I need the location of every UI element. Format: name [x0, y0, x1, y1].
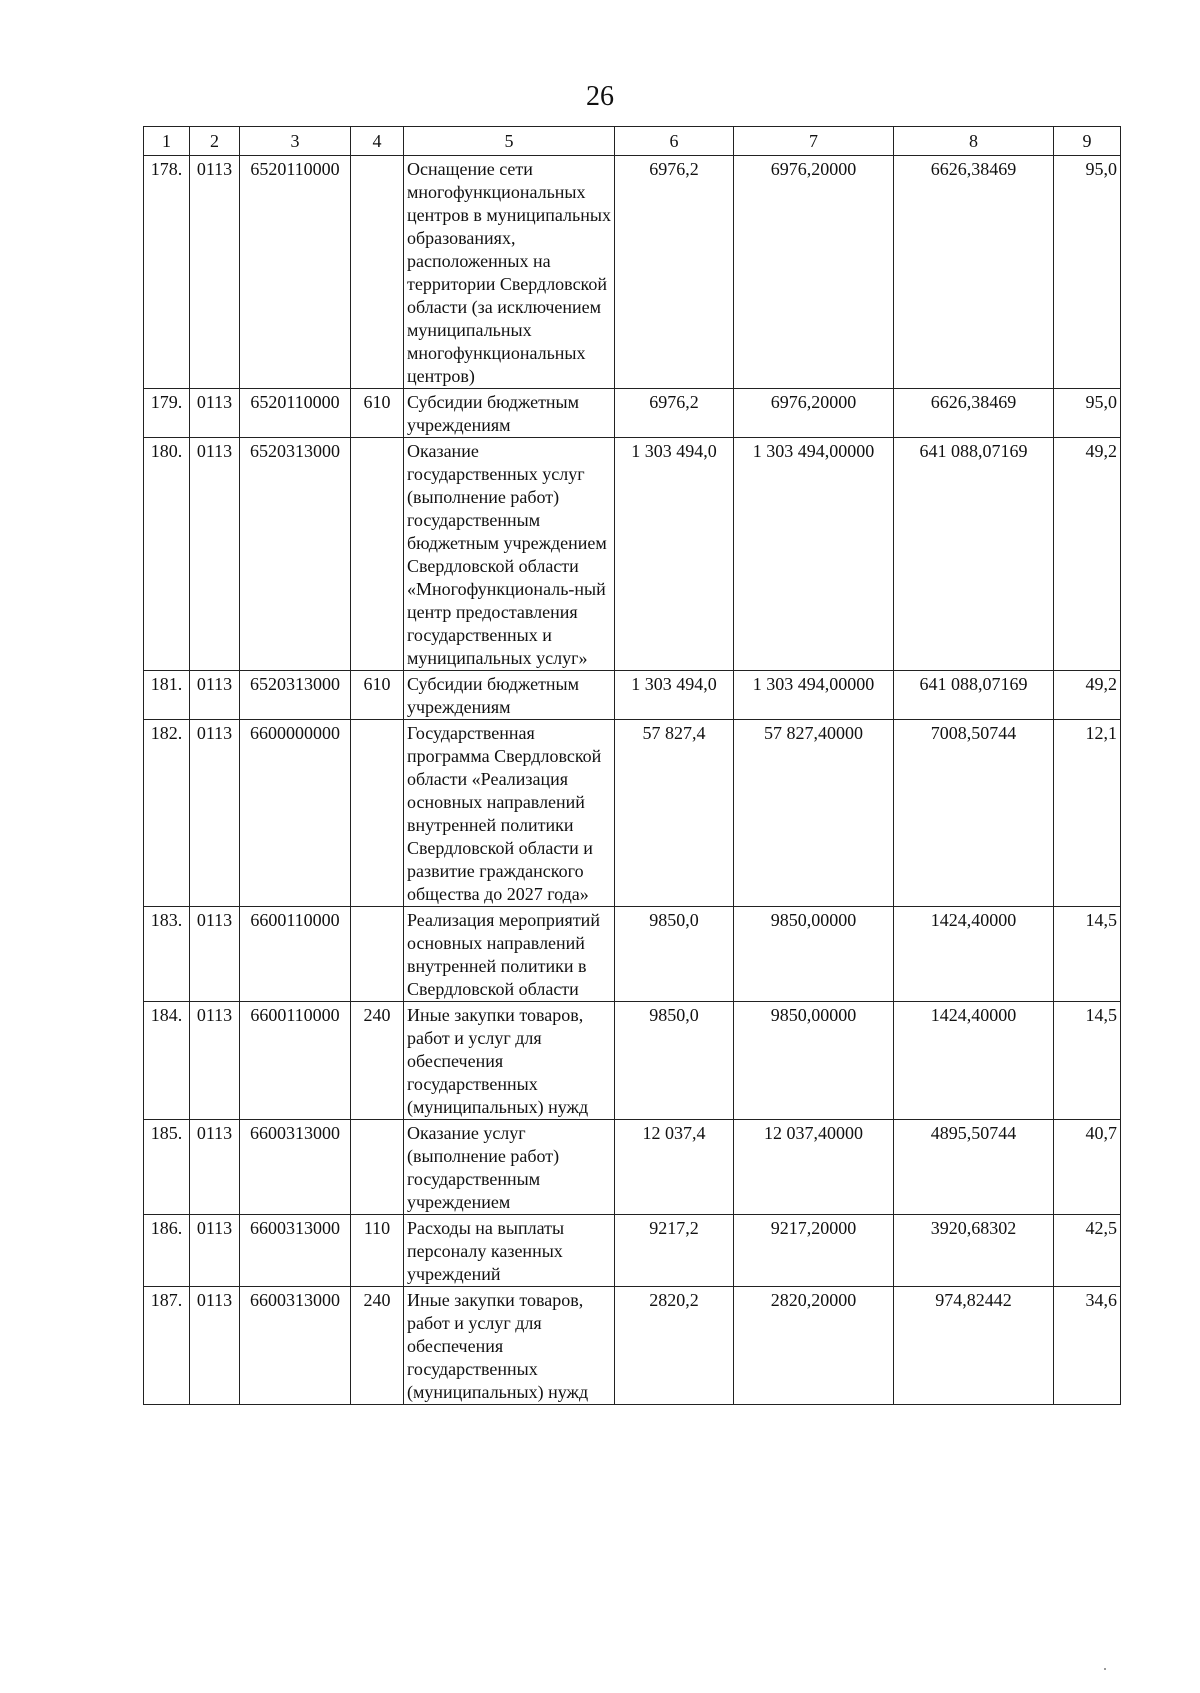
item-name: Иные закупки товаров, работ и услуг для обеспечения государственных (муниципальных) нужд: [404, 1002, 615, 1120]
column-header: 3: [240, 127, 351, 156]
item-name: Реализация мероприятий основных направлений внутренней политики в Свердловской области: [404, 907, 615, 1002]
row-number: 181.: [144, 671, 190, 720]
value-col-6: 9850,0: [615, 907, 734, 1002]
value-col-7: 6976,20000: [734, 156, 894, 389]
column-header: 9: [1054, 127, 1121, 156]
percent-col-9: 42,5: [1054, 1215, 1121, 1287]
column-header: 4: [351, 127, 404, 156]
value-col-8: 641 088,07169: [894, 438, 1054, 671]
expense-type-code: [351, 1120, 404, 1215]
section-code: 0113: [190, 720, 240, 907]
item-name: Оснащение сети многофункциональных центров в муниципальных образованиях, расположенных на территории Свердловской области (за исключением муниципальных многофункциональных центров): [404, 156, 615, 389]
target-article-code: 6600313000: [240, 1120, 351, 1215]
target-article-code: 6600313000: [240, 1287, 351, 1405]
table-row: [144, 438, 1121, 671]
column-header: 2: [190, 127, 240, 156]
section-code: 0113: [190, 389, 240, 438]
value-col-7: 57 827,40000: [734, 720, 894, 907]
table-row: [144, 1002, 1121, 1120]
expense-type-code: [351, 156, 404, 389]
value-col-8: 641 088,07169: [894, 671, 1054, 720]
expense-type-code: [351, 438, 404, 671]
target-article-code: 6600110000: [240, 907, 351, 1002]
row-number: 180.: [144, 438, 190, 671]
value-col-8: 3920,68302: [894, 1215, 1054, 1287]
target-article-code: 6600000000: [240, 720, 351, 907]
row-number: 187.: [144, 1287, 190, 1405]
percent-col-9: 49,2: [1054, 438, 1121, 671]
table-row: [144, 720, 1121, 907]
section-code: 0113: [190, 1002, 240, 1120]
item-name: Расходы на выплаты персоналу казенных учреждений: [404, 1215, 615, 1287]
row-number: 179.: [144, 389, 190, 438]
value-col-6: 1 303 494,0: [615, 671, 734, 720]
percent-col-9: 12,1: [1054, 720, 1121, 907]
value-col-7: 2820,20000: [734, 1287, 894, 1405]
value-col-6: 2820,2: [615, 1287, 734, 1405]
value-col-6: 6976,2: [615, 389, 734, 438]
value-col-8: 6626,38469: [894, 389, 1054, 438]
expense-type-code: [351, 907, 404, 1002]
percent-col-9: 95,0: [1054, 156, 1121, 389]
value-col-7: 12 037,40000: [734, 1120, 894, 1215]
section-code: 0113: [190, 671, 240, 720]
value-col-7: 1 303 494,00000: [734, 438, 894, 671]
target-article-code: 6600110000: [240, 1002, 351, 1120]
value-col-8: 974,82442: [894, 1287, 1054, 1405]
column-header: 5: [404, 127, 615, 156]
table-row: [144, 1215, 1121, 1287]
table-row: [144, 907, 1121, 1002]
budget-table: [143, 126, 1121, 1405]
target-article-code: 6520313000: [240, 438, 351, 671]
item-name: Субсидии бюджетным учреждениям: [404, 671, 615, 720]
expense-type-code: [351, 720, 404, 907]
target-article-code: 6520313000: [240, 671, 351, 720]
expense-type-code: 610: [351, 389, 404, 438]
value-col-7: 1 303 494,00000: [734, 671, 894, 720]
row-number: 186.: [144, 1215, 190, 1287]
item-name: Оказание услуг (выполнение работ) государственным учреждением: [404, 1120, 615, 1215]
table-header-row: [144, 127, 1121, 156]
value-col-8: 6626,38469: [894, 156, 1054, 389]
value-col-8: 7008,50744: [894, 720, 1054, 907]
item-name: Оказание государственных услуг (выполнение работ) государственным бюджетным учреждением Свердловской области «Многофункциональ-ный центр предоставления государственных и муниципальных услуг»: [404, 438, 615, 671]
table-row: [144, 1120, 1121, 1215]
table-row: [144, 156, 1121, 389]
table-row: [144, 1287, 1121, 1405]
table-row: [144, 389, 1121, 438]
expense-type-code: 110: [351, 1215, 404, 1287]
value-col-7: 9850,00000: [734, 1002, 894, 1120]
page-number: 26: [586, 81, 614, 112]
row-number: 178.: [144, 156, 190, 389]
row-number: 185.: [144, 1120, 190, 1215]
percent-col-9: 49,2: [1054, 671, 1121, 720]
percent-col-9: 95,0: [1054, 389, 1121, 438]
table-row: [144, 671, 1121, 720]
percent-col-9: 14,5: [1054, 907, 1121, 1002]
value-col-8: 1424,40000: [894, 907, 1054, 1002]
value-col-6: 6976,2: [615, 156, 734, 389]
value-col-6: 12 037,4: [615, 1120, 734, 1215]
section-code: 0113: [190, 907, 240, 1002]
target-article-code: 6600313000: [240, 1215, 351, 1287]
section-code: 0113: [190, 1287, 240, 1405]
column-header: 7: [734, 127, 894, 156]
row-number: 182.: [144, 720, 190, 907]
section-code: 0113: [190, 1120, 240, 1215]
percent-col-9: 40,7: [1054, 1120, 1121, 1215]
row-number: 184.: [144, 1002, 190, 1120]
percent-col-9: 14,5: [1054, 1002, 1121, 1120]
value-col-7: 9850,00000: [734, 907, 894, 1002]
value-col-6: 1 303 494,0: [615, 438, 734, 671]
value-col-6: 9217,2: [615, 1215, 734, 1287]
row-number: 183.: [144, 907, 190, 1002]
column-header: 8: [894, 127, 1054, 156]
value-col-7: 6976,20000: [734, 389, 894, 438]
column-header: 1: [144, 127, 190, 156]
item-name: Государственная программа Свердловской области «Реализация основных направлений внутренней политики Свердловской области и развитие гражданского общества до 2027 года»: [404, 720, 615, 907]
expense-type-code: 610: [351, 671, 404, 720]
item-name: Субсидии бюджетным учреждениям: [404, 389, 615, 438]
value-col-8: 4895,50744: [894, 1120, 1054, 1215]
value-col-6: 57 827,4: [615, 720, 734, 907]
value-col-8: 1424,40000: [894, 1002, 1054, 1120]
target-article-code: 6520110000: [240, 156, 351, 389]
value-col-6: 9850,0: [615, 1002, 734, 1120]
expense-type-code: 240: [351, 1287, 404, 1405]
section-code: 0113: [190, 1215, 240, 1287]
item-name: Иные закупки товаров, работ и услуг для обеспечения государственных (муниципальных) нужд: [404, 1287, 615, 1405]
target-article-code: 6520110000: [240, 389, 351, 438]
scan-speck: [1104, 1668, 1106, 1670]
column-header: 6: [615, 127, 734, 156]
expense-type-code: 240: [351, 1002, 404, 1120]
section-code: 0113: [190, 438, 240, 671]
percent-col-9: 34,6: [1054, 1287, 1121, 1405]
section-code: 0113: [190, 156, 240, 389]
value-col-7: 9217,20000: [734, 1215, 894, 1287]
